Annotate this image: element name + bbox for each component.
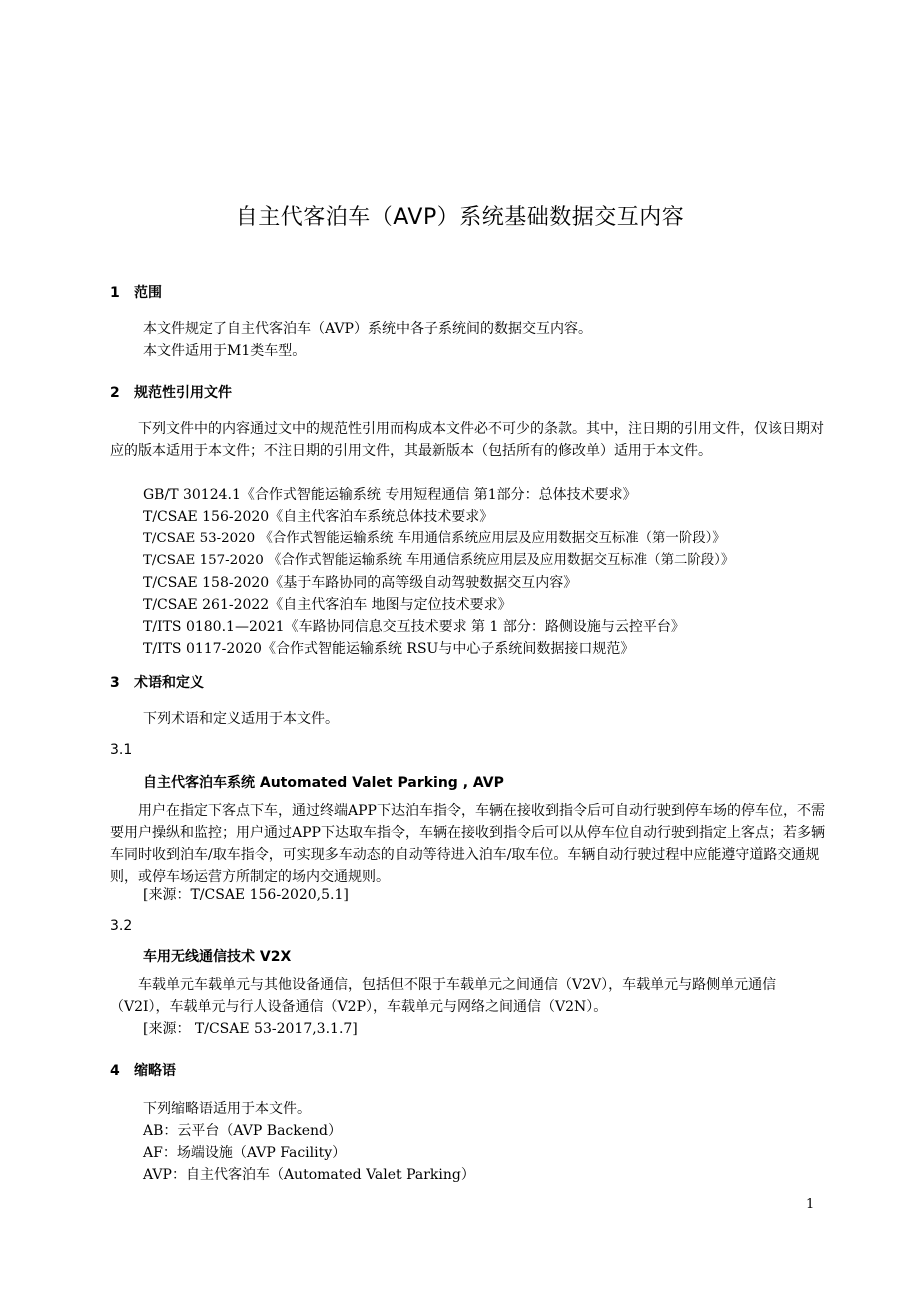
page-number: 1 xyxy=(806,1197,815,1212)
term-number: 3.1 xyxy=(110,742,133,758)
section-title: 缩略语 xyxy=(134,1063,176,1079)
reference-item: T/CSAE 156-2020《自主代客泊车系统总体技术要求》 xyxy=(143,509,494,525)
reference-item: T/CSAE 157-2020 《合作式智能运输系统 车用通信系统应用层及应用数据交互标准（第二阶段）》 xyxy=(143,553,735,568)
abbreviations-intro: 下列缩略语适用于本文件。 xyxy=(143,1101,311,1117)
section-title: 术语和定义 xyxy=(134,675,204,691)
section-number: 4 xyxy=(110,1063,120,1079)
scope-line-2: 本文件适用于M1类车型。 xyxy=(143,343,307,359)
section-heading-scope xyxy=(110,282,162,302)
abbreviation-item: AB：云平台（AVP Backend） xyxy=(143,1123,343,1139)
section-title: 规范性引用文件 xyxy=(134,385,232,401)
abbreviation-item: AVP：自主代客泊车（Automated Valet Parking） xyxy=(143,1167,475,1183)
abbreviation-item: AF：场端设施（AVP Facility） xyxy=(143,1145,347,1161)
reference-item: T/CSAE 261-2022《自主代客泊车 地图与定位技术要求》 xyxy=(143,597,512,613)
reference-item: T/CSAE 158-2020《基于车路协同的高等级自动驾驶数据交互内容》 xyxy=(143,575,578,591)
term-title: 自主代客泊车系统 Automated Valet Parking , AVP xyxy=(143,775,504,791)
term-definition: 用户在指定下客点下车，通过终端APP下达泊车指令，车辆在接收到指令后可自动行驶到停车场的停车位，不需要用户操纵和监控；用户通过APP下达取车指令，车辆在接收到指令后可以从停车位自动行驶到指定上客点；若多辆车同时收到泊车/取车指令，可实现多车动态的自动等待进入泊车/取车位。车辆自动行驶过程中应能遵守道路交通规则，或停车场运营方所制定的场内交通规则。 xyxy=(110,803,825,885)
references-intro: 下列文件中的内容通过文中的规范性引用而构成本文件必不可少的条款。其中，注日期的引用文件，仅该日期对应的版本适用于本文件；不注日期的引用文件，其最新版本（包括所有的修改单）适用于本文件。 xyxy=(110,421,824,459)
section-heading-references xyxy=(110,382,232,402)
document-title: 自主代客泊车（AVP）系统基础数据交互内容 xyxy=(235,205,685,230)
section-heading-abbreviations xyxy=(110,1060,176,1080)
section-title: 范围 xyxy=(134,285,162,301)
term-definition: 车载单元车载单元与其他设备通信，包括但不限于车载单元之间通信（V2V），车载单元与路侧单元通信（V2I），车载单元与行人设备通信（V2P），车载单元与网络之间通信（V2N）。 xyxy=(110,977,777,1015)
reference-item: T/ITS 0180.1—2021《车路协同信息交互技术要求 第 1 部分：路侧设施与云控平台》 xyxy=(143,619,685,635)
section-heading-terms xyxy=(110,672,204,692)
terms-intro: 下列术语和定义适用于本文件。 xyxy=(143,711,339,727)
reference-item: T/ITS 0117-2020《合作式智能运输系统 RSU与中心子系统间数据接口规范》 xyxy=(143,641,635,657)
term-title: 车用无线通信技术 V2X xyxy=(143,949,292,965)
reference-item: T/CSAE 53-2020 《合作式智能运输系统 车用通信系统应用层及应用数据交互标准（第一阶段）》 xyxy=(143,531,726,546)
reference-item: GB/T 30124.1《合作式智能运输系统 专用短程通信 第1部分：总体技术要求》 xyxy=(143,487,637,503)
section-number: 3 xyxy=(110,675,120,691)
term-source: [来源： T/CSAE 53-2017,3.1.7] xyxy=(143,1021,358,1037)
section-number: 1 xyxy=(110,285,120,301)
scope-line-1: 本文件规定了自主代客泊车（AVP）系统中各子系统间的数据交互内容。 xyxy=(143,321,592,337)
term-number: 3.2 xyxy=(110,918,133,934)
section-number: 2 xyxy=(110,385,120,401)
term-source: [来源：T/CSAE 156-2020,5.1] xyxy=(143,887,349,903)
